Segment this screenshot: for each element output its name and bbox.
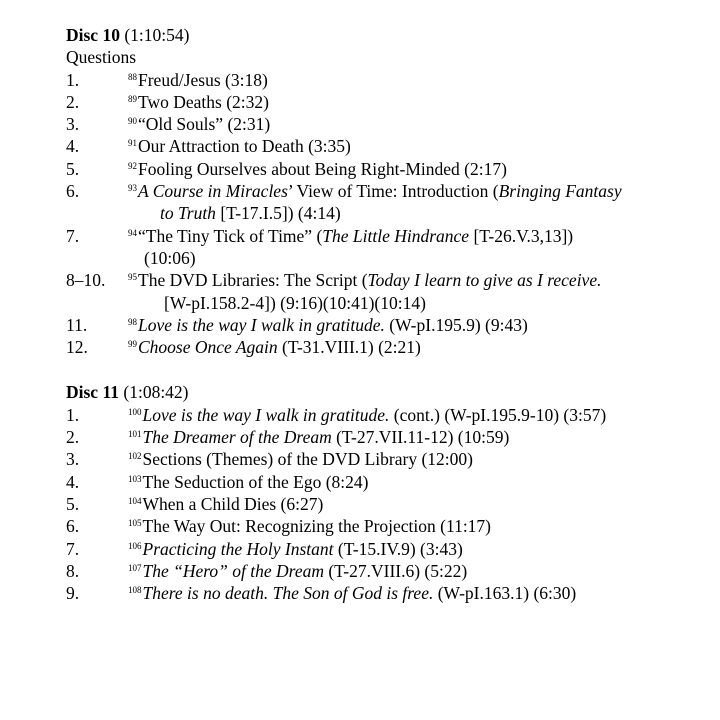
item-number: 1.: [66, 404, 80, 425]
item-text: Fooling Ourselves about Being Right-Minded (2:17): [138, 158, 507, 179]
item-italic-text: The “Hero” of the Dream: [142, 560, 324, 581]
item-italic-text: Practicing the Holy Instant: [142, 538, 334, 559]
item-italic-text: The Dreamer of the Dream: [142, 427, 332, 448]
list-item: [66, 158, 706, 180]
item-text: (W-pI.195.9) (9:43): [384, 314, 528, 335]
item-number: 4.: [66, 471, 80, 492]
item-text: (T-31.VIII.1) (2:21): [277, 337, 421, 358]
item-text: (T-15.IV.9) (3:43): [333, 538, 463, 559]
item-text: The Seduction of the Ego (8:24): [142, 471, 369, 492]
item-number: 2.: [66, 91, 80, 112]
list-item: [66, 582, 706, 604]
list-item: [66, 91, 706, 113]
item-text: Freud/Jesus (3:18): [138, 69, 268, 90]
footnote-ref: 101: [128, 429, 142, 440]
list-item: [66, 269, 706, 314]
list-item: [66, 560, 706, 582]
footnote-ref: 89: [128, 93, 137, 104]
disc-10-duration: (1:10:54): [119, 25, 190, 45]
item-text: Sections (Themes) of the DVD Library (12:00): [142, 449, 473, 470]
list-item: [66, 404, 706, 426]
item-number: 11.: [66, 314, 88, 335]
footnote-ref: 102: [128, 451, 142, 462]
footnote-ref: 104: [128, 495, 142, 506]
item-number: 3.: [66, 114, 80, 135]
item-number: 6.: [66, 181, 80, 202]
list-item: [66, 225, 706, 270]
item-number: 7.: [66, 538, 80, 559]
list-item: [66, 426, 706, 448]
item-number: 5.: [66, 158, 80, 179]
disc-11-label: Disc 11: [66, 382, 119, 403]
disc-10-subhead: Questions: [66, 47, 136, 68]
item-text: (T-27.VII.11-12) (10:59): [331, 427, 510, 448]
document-page: [66, 24, 706, 604]
footnote-ref: 105: [128, 518, 142, 529]
item-text: (cont.) (W-pI.195.9-10) (3:57): [389, 404, 607, 425]
section-spacer: [66, 358, 706, 381]
disc-10-heading: [66, 24, 706, 46]
list-item: [66, 336, 706, 358]
list-item: [66, 69, 706, 91]
item-number: 8.: [66, 560, 80, 581]
item-number: 6.: [66, 516, 80, 537]
item-number: 1.: [66, 69, 80, 90]
disc-11-heading: [66, 381, 706, 403]
footnote-ref: 107: [128, 562, 142, 573]
footnote-ref: 91: [128, 138, 137, 149]
item-number: 12.: [66, 337, 88, 358]
item-text: (W-pI.163.1) (6:30): [433, 583, 577, 604]
item-text: (T-27.VIII.6) (5:22): [323, 560, 468, 581]
item-italic-text: A Course in Miracles: [138, 181, 288, 202]
footnote-ref: 92: [128, 160, 137, 171]
footnote-ref: 93: [128, 183, 137, 194]
item-italic-text: The Little Hindrance: [322, 225, 470, 246]
list-item: [66, 515, 706, 537]
item-number: 7.: [66, 225, 80, 246]
item-text: [T-26.V.3,13]): [469, 225, 574, 246]
item-text: “Old Souls” (2:31): [138, 114, 271, 135]
item-italic-text: Choose Once Again: [138, 337, 278, 358]
item-number: 5.: [66, 493, 80, 514]
item-number: 4.: [66, 136, 80, 157]
list-item: [66, 314, 706, 336]
footnote-ref: 103: [128, 473, 142, 484]
list-item: [66, 471, 706, 493]
item-text: The Way Out: Recognizing the Projection (11:17): [142, 516, 492, 537]
list-item: [66, 538, 706, 560]
list-item: [66, 493, 706, 515]
item-text: ’ View of Time: Introduction (: [287, 181, 499, 202]
item-italic-text: Love is the way I walk in gratitude.: [138, 314, 385, 335]
item-text: The DVD Libraries: The Script (: [138, 270, 368, 291]
footnote-ref: 99: [128, 339, 137, 350]
item-text: When a Child Dies (6:27): [142, 493, 324, 514]
footnote-ref: 100: [128, 406, 142, 417]
list-item: [66, 180, 706, 225]
item-continuation: (10:06): [144, 247, 196, 268]
footnote-ref: 94: [128, 227, 137, 238]
item-italic-text: Bringing Fantasy: [498, 181, 622, 202]
footnote-ref: 88: [128, 71, 137, 82]
item-italic-text: There is no death. The Son of God is free.: [142, 583, 434, 604]
item-continuation: [W-pI.158.2-4]) (9:16)(10:41)(10:14): [164, 292, 426, 313]
item-number: 3.: [66, 449, 80, 470]
list-item: [66, 448, 706, 470]
item-text: [T-17.I.5]) (4:14): [215, 203, 341, 224]
item-text: Two Deaths (2:32): [138, 91, 269, 112]
item-text: Our Attraction to Death (3:35): [138, 136, 351, 157]
list-item: [66, 113, 706, 135]
item-italic-text: Love is the way I walk in gratitude.: [142, 404, 390, 425]
item-number: 9.: [66, 583, 80, 604]
footnote-ref: 98: [128, 316, 137, 327]
footnote-ref: 95: [128, 272, 137, 283]
item-italic-text: Today I learn to give as I receive.: [367, 270, 602, 291]
item-text: “The Tiny Tick of Time” (: [138, 225, 323, 246]
list-item: [66, 135, 706, 157]
disc-11-duration: (1:08:42): [119, 382, 189, 403]
item-number: 8–10.: [66, 270, 106, 291]
footnote-ref: 106: [128, 540, 142, 551]
footnote-ref: 90: [128, 116, 137, 127]
item-italic-text: to Truth: [160, 203, 216, 224]
disc-10-label: Disc 10: [66, 25, 120, 45]
item-number: 2.: [66, 427, 80, 448]
item-continuation: [128, 202, 706, 224]
footnote-ref: 108: [128, 585, 142, 596]
